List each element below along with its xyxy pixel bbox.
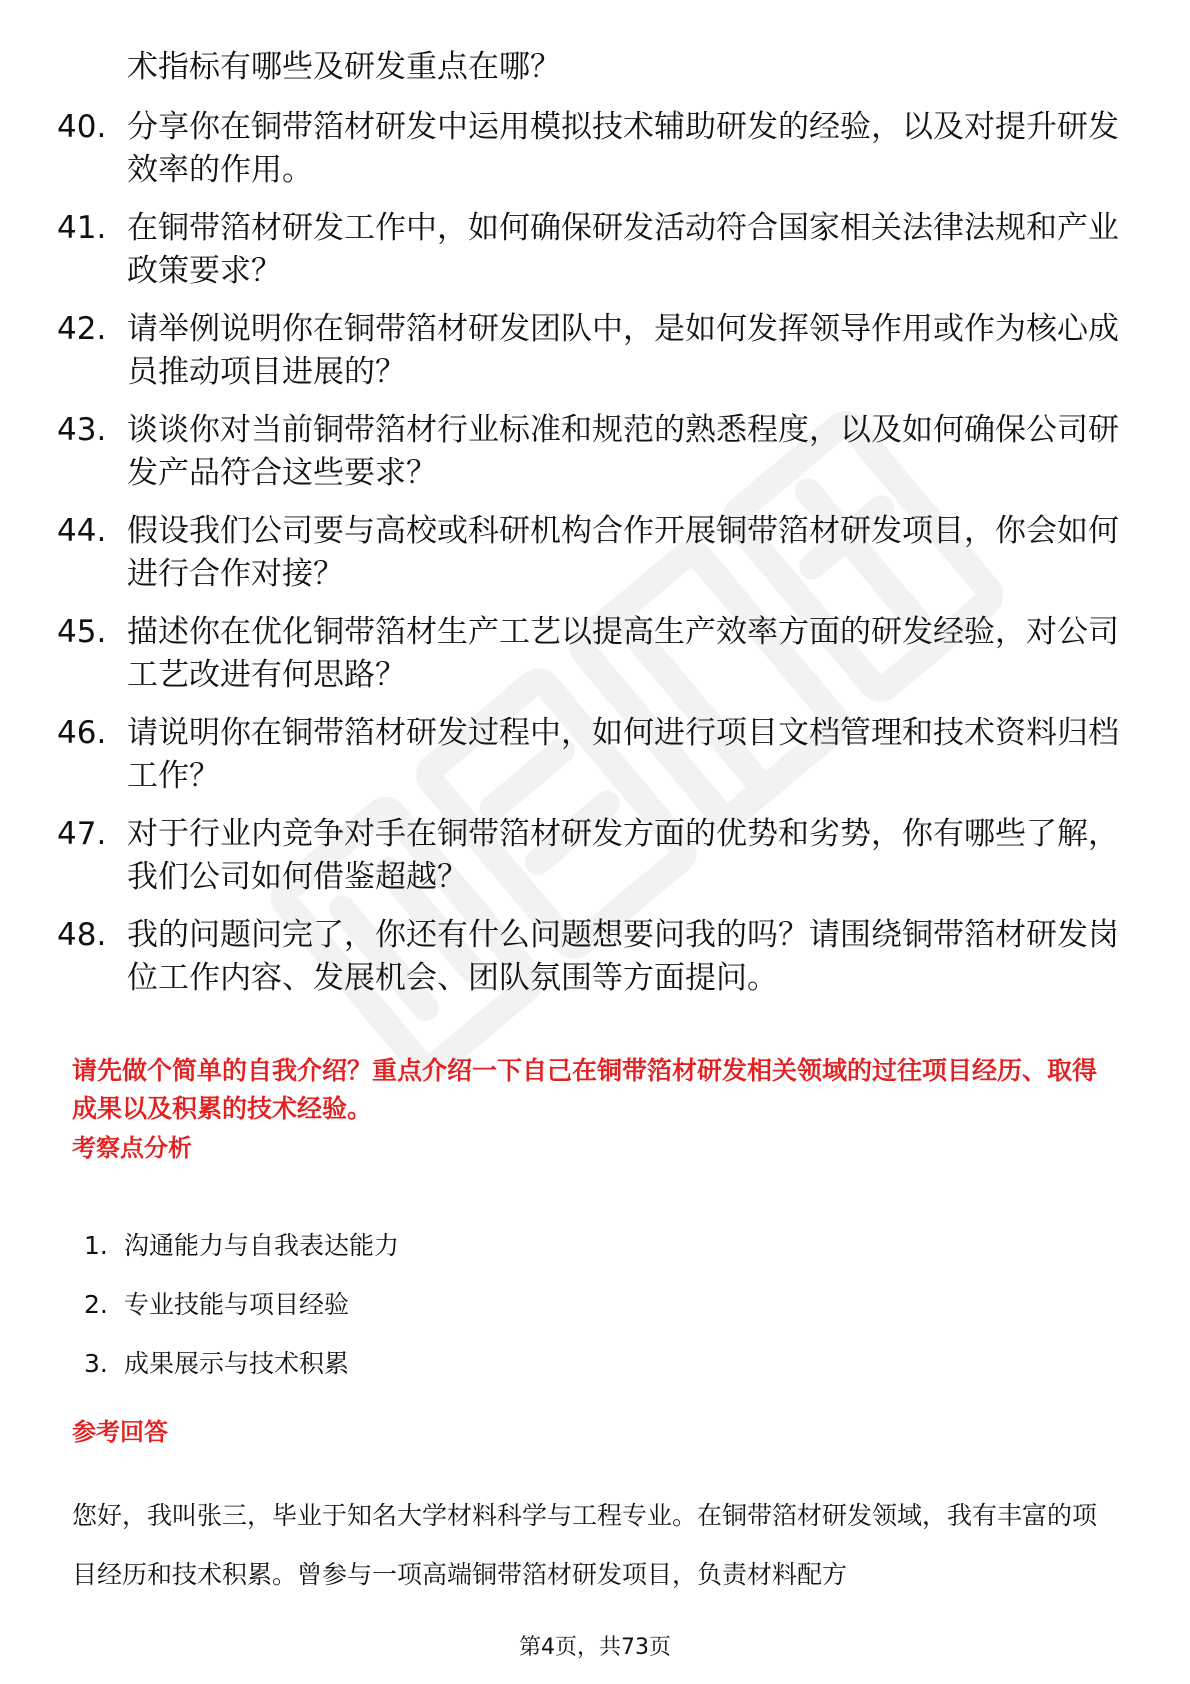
question-text: 请说明你在铜带箔材研发过程中，如何进行项目文档管理和技术资料归档工作？ [127, 715, 1119, 794]
question-number: 46. [57, 715, 107, 751]
question-number: 47. [57, 816, 107, 852]
analysis-point-list [84, 1229, 399, 1406]
question-item [57, 510, 1137, 596]
question-item [57, 106, 1137, 192]
question-text: 在铜带箔材研发工作中，如何确保研发活动符合国家相关法律法规和产业政策要求？ [127, 210, 1119, 289]
question-text: 分享你在铜带箔材研发中运用模拟技术辅助研发的经验，以及对提升研发效率的作用。 [127, 109, 1119, 188]
question-number: 44. [57, 513, 107, 549]
page-number: 第4页，共73页 [519, 1635, 671, 1660]
analysis-point-number: 1. [84, 1231, 108, 1260]
continued-question-line: 术指标有哪些及研发重点在哪？ [127, 49, 561, 85]
analysis-point [84, 1229, 399, 1288]
question-item [57, 207, 1137, 293]
question-number: 43. [57, 412, 107, 448]
question-text: 请举例说明你在铜带箔材研发团队中，是如何发挥领导作用或作为核心成员推动项目进展的？ [127, 311, 1119, 390]
reference-answer-text: 您好，我叫张三，毕业于知名大学材料科学与工程专业。在铜带箔材研发领域，我有丰富的项目经历和技术积累。曾参与一项高端铜带箔材研发项目，负责材料配方 [72, 1501, 1098, 1589]
question-item [57, 914, 1137, 1000]
question-text: 我的问题问完了，你还有什么问题想要问我的吗？请围绕铜带箔材研发岗位工作内容、发展机会、团队氛围等方面提问。 [127, 917, 1119, 996]
analysis-point [84, 1288, 399, 1347]
question-item [57, 712, 1137, 798]
question-text: 假设我们公司要与高校或科研机构合作开展铜带箔材研发项目，你会如何进行合作对接？ [127, 513, 1119, 592]
analysis-point-text: 专业技能与项目经验 [124, 1290, 350, 1319]
analysis-point-text: 沟通能力与自我表达能力 [124, 1231, 400, 1260]
interview-question-list [57, 106, 1137, 1015]
question-item [57, 308, 1137, 394]
question-text: 谈谈你对当前铜带箔材行业标准和规范的熟悉程度，以及如何确保公司研发产品符合这些要求？ [127, 412, 1119, 491]
question-item [57, 611, 1137, 697]
question-number: 42. [57, 311, 107, 347]
question-item [57, 813, 1137, 899]
analysis-point-text: 成果展示与技术积累 [124, 1349, 350, 1378]
question-number: 45. [57, 614, 107, 650]
question-text: 对于行业内竞争对手在铜带箔材研发方面的优势和劣势，你有哪些了解，我们公司如何借鉴超越？ [127, 816, 1119, 895]
analysis-point [84, 1347, 399, 1406]
reference-answer-heading: 参考回答 [72, 1418, 168, 1446]
analysis-point-number: 3. [84, 1349, 108, 1378]
question-number: 40. [57, 109, 107, 145]
question-text: 描述你在优化铜带箔材生产工艺以提高生产效率方面的研发经验，对公司工艺改进有何思路？ [127, 614, 1119, 693]
question-item [57, 409, 1137, 495]
question-number: 48. [57, 917, 107, 953]
question-number: 41. [57, 210, 107, 246]
reference-answer [72, 1486, 1117, 1604]
featured-question: 请先做个简单的自我介绍？重点介绍一下自己在铜带箔材研发相关领域的过往项目经历、取得成果以及积累的技术经验。 [72, 1056, 1098, 1123]
analysis-heading: 考察点分析 [72, 1134, 192, 1162]
analysis-point-number: 2. [84, 1290, 108, 1319]
